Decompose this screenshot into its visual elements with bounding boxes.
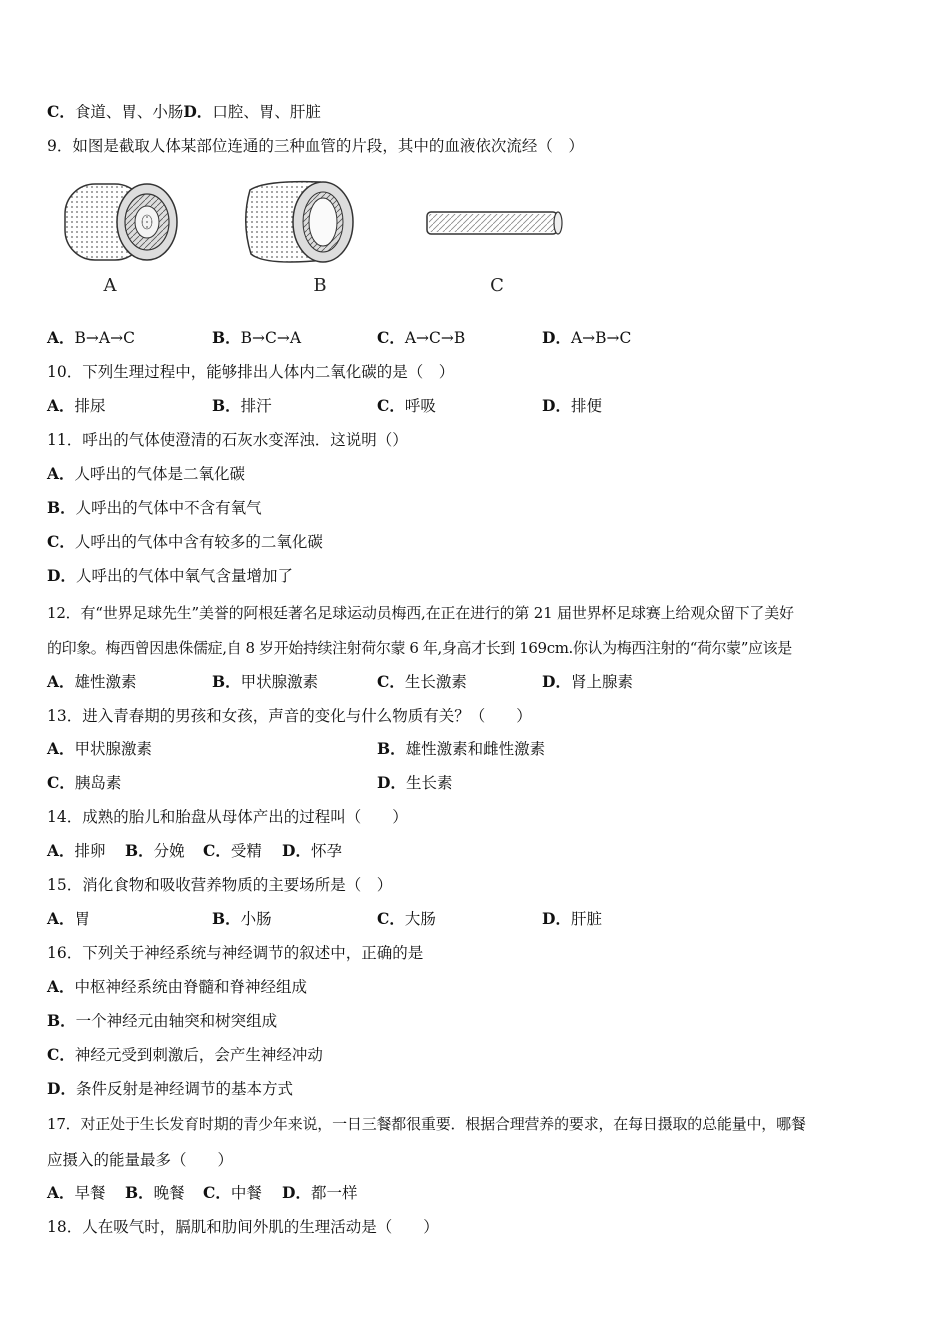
question-12-stem-line1: 12．有“世界足球先生”美誉的阿根廷著名足球运动员梅西,在正在进行的第 21 届世界杯足球赛上给观众留下了美好 (47, 604, 794, 622)
option-text: 人呼出的气体中不含有氧气 (75, 499, 262, 517)
q9-option-c[interactable] (377, 328, 465, 348)
figure-label-b: B (313, 275, 327, 296)
q15-option-d[interactable] (542, 909, 602, 929)
q14-option-d[interactable] (282, 841, 342, 861)
option-letter: A． (47, 1183, 75, 1202)
question-14-stem: 14．成熟的胎儿和胎盘从母体产出的过程叫（ ） (47, 808, 408, 826)
option-text: 大肠 (404, 910, 436, 928)
q13-option-c[interactable] (47, 773, 121, 793)
option-text: 排便 (570, 397, 602, 415)
option-text: B→A→C (74, 329, 135, 347)
q8-options-line (47, 102, 321, 122)
q11-option-c[interactable] (47, 532, 323, 552)
option-letter: B． (212, 672, 241, 691)
option-text: 受精 (230, 842, 262, 860)
option-text: 肝脏 (570, 910, 602, 928)
option-letter: A． (47, 841, 75, 860)
q17-option-d[interactable] (282, 1183, 357, 1203)
option-text: 胰岛素 (74, 774, 122, 792)
question-12-stem-line2: 的印象。梅西曾因患侏儒症,自 8 岁开始持续注射荷尔蒙 6 年,身高才长到 169cm.你认为梅西注射的“荷尔蒙”应该是 (47, 639, 792, 657)
q12-option-c[interactable] (377, 672, 467, 692)
option-text: 人呼出的气体中氧气含量增加了 (75, 567, 293, 585)
q9-option-d[interactable] (542, 328, 631, 348)
option-text: 人呼出的气体是二氧化碳 (74, 465, 246, 483)
option-text: 条件反射是神经调节的基本方式 (75, 1080, 293, 1098)
question-17-stem-line1: 17．对正处于生长发育时期的青少年来说，一日三餐都很重要．根据合理营养的要求，在每日摄取的总能量中，哪餐 (47, 1115, 806, 1133)
option-letter: C． (377, 909, 405, 928)
q16-option-c[interactable] (47, 1045, 323, 1065)
option-letter: C． (203, 1183, 231, 1202)
option-text: A→C→B (404, 329, 466, 347)
option-text: 分娩 (153, 842, 185, 860)
option-letter: A． (47, 672, 75, 691)
blood-vessel-figure (55, 170, 575, 300)
q10-option-b[interactable] (212, 396, 272, 416)
option-letter: B． (125, 1183, 154, 1202)
option-text: 食道、胃、小肠 (74, 103, 184, 121)
option-text: 雄性激素和雌性激素 (405, 740, 546, 758)
option-text: 排尿 (74, 397, 106, 415)
option-letter: A． (47, 739, 75, 758)
option-letter: B． (212, 328, 241, 347)
option-letter: A． (47, 977, 75, 996)
option-text: 小肠 (240, 910, 272, 928)
option-letter: C． (47, 532, 75, 551)
option-letter: D． (183, 102, 213, 121)
option-letter: D． (282, 1183, 311, 1202)
option-text: 生长素 (405, 774, 453, 792)
q14-option-b[interactable] (125, 841, 185, 861)
option-text: 晚餐 (153, 1184, 185, 1202)
option-letter: D． (542, 328, 571, 347)
option-letter: D． (282, 841, 311, 860)
q11-option-b[interactable] (47, 498, 262, 518)
option-letter: C． (377, 328, 405, 347)
q9-option-b[interactable] (212, 328, 301, 348)
option-text: 神经元受到刺激后，会产生神经冲动 (74, 1046, 323, 1064)
option-letter: D． (47, 1079, 76, 1098)
option-letter: B． (212, 909, 241, 928)
q9-option-a[interactable] (47, 328, 135, 348)
option-text: 口腔、胃、肝脏 (212, 103, 321, 121)
option-text: 人呼出的气体中含有较多的二氧化碳 (74, 533, 323, 551)
option-text: 甲状腺激素 (74, 740, 153, 758)
option-letter: D． (542, 909, 571, 928)
q13-option-b[interactable] (377, 739, 545, 759)
q12-option-a[interactable] (47, 672, 137, 692)
q16-option-b[interactable] (47, 1011, 277, 1031)
option-text: 中餐 (230, 1184, 262, 1202)
q14-option-a[interactable] (47, 841, 106, 861)
question-11-stem: 11．呼出的气体使澄清的石灰水变浑浊．这说明（） (47, 431, 408, 449)
q17-option-c[interactable] (203, 1183, 262, 1203)
option-letter: B． (377, 739, 406, 758)
q16-option-d[interactable] (47, 1079, 293, 1099)
capillary-illustration (427, 212, 562, 234)
option-letter: C． (203, 841, 231, 860)
option-letter: C． (47, 773, 75, 792)
q15-option-a[interactable] (47, 909, 90, 929)
option-letter: B． (212, 396, 241, 415)
option-text: 中枢神经系统由脊髓和脊神经组成 (74, 978, 308, 996)
option-letter: B． (47, 498, 76, 517)
question-9-stem: 9．如图是截取人体某部位连通的三种血管的片段，其中的血液依次流经（ ） (47, 137, 584, 155)
q13-option-d[interactable] (377, 773, 452, 793)
figure-label-c: C (490, 275, 504, 296)
option-letter: D． (542, 672, 571, 691)
question-10-stem: 10．下列生理过程中，能够排出人体内二氧化碳的是（ ） (47, 363, 455, 381)
option-letter: B． (125, 841, 154, 860)
option-letter: A． (47, 909, 75, 928)
q17-option-a[interactable] (47, 1183, 106, 1203)
option-letter: C． (377, 672, 405, 691)
option-letter: D． (542, 396, 571, 415)
vein-illustration (246, 182, 353, 262)
q17-option-b[interactable] (125, 1183, 185, 1203)
q16-option-a[interactable] (47, 977, 307, 997)
option-text: 排卵 (74, 842, 106, 860)
option-letter: C． (47, 1045, 75, 1064)
option-letter: C． (377, 396, 405, 415)
option-text: A→B→C (570, 329, 632, 347)
option-text: B→C→A (240, 329, 302, 347)
option-letter: A． (47, 328, 75, 347)
option-letter: D． (47, 566, 76, 585)
artery-illustration (65, 184, 177, 260)
question-18-stem: 18．人在吸气时，膈肌和肋间外肌的生理活动是（ ） (47, 1218, 439, 1236)
q14-option-c[interactable] (203, 841, 262, 861)
option-text: 甲状腺激素 (240, 673, 319, 691)
q15-option-b[interactable] (212, 909, 272, 929)
option-text: 胃 (74, 910, 91, 928)
q10-option-c[interactable] (377, 396, 436, 416)
option-text: 都一样 (310, 1184, 358, 1202)
option-text: 雄性激素 (74, 673, 137, 691)
q11-option-a[interactable] (47, 464, 245, 484)
option-text: 肾上腺素 (570, 673, 633, 691)
option-text: 呼吸 (404, 397, 436, 415)
question-15-stem: 15．消化食物和吸收营养物质的主要场所是（ ） (47, 876, 393, 894)
q10-option-a[interactable] (47, 396, 106, 416)
q13-option-a[interactable] (47, 739, 152, 759)
q12-option-d[interactable] (542, 672, 633, 692)
question-13-stem: 13．进入青春期的男孩和女孩，声音的变化与什么物质有关？（ ） (47, 707, 532, 725)
option-letter: D． (377, 773, 406, 792)
question-16-stem: 16．下列关于神经系统与神经调节的叙述中，正确的是 (47, 944, 424, 962)
q11-option-d[interactable] (47, 566, 293, 586)
option-letter: B． (47, 1011, 76, 1030)
figure-label-a: A (103, 275, 117, 296)
option-letter: C． (47, 102, 75, 121)
option-text: 怀孕 (310, 842, 342, 860)
q10-option-d[interactable] (542, 396, 602, 416)
option-text: 生长激素 (404, 673, 467, 691)
q12-option-b[interactable] (212, 672, 318, 692)
option-text: 早餐 (74, 1184, 106, 1202)
q15-option-c[interactable] (377, 909, 436, 929)
question-17-stem-line2: 应摄入的能量最多（ ） (47, 1151, 234, 1169)
option-text: 排汗 (240, 397, 272, 415)
option-letter: A． (47, 396, 75, 415)
option-text: 一个神经元由轴突和树突组成 (75, 1012, 278, 1030)
option-letter: A． (47, 464, 75, 483)
